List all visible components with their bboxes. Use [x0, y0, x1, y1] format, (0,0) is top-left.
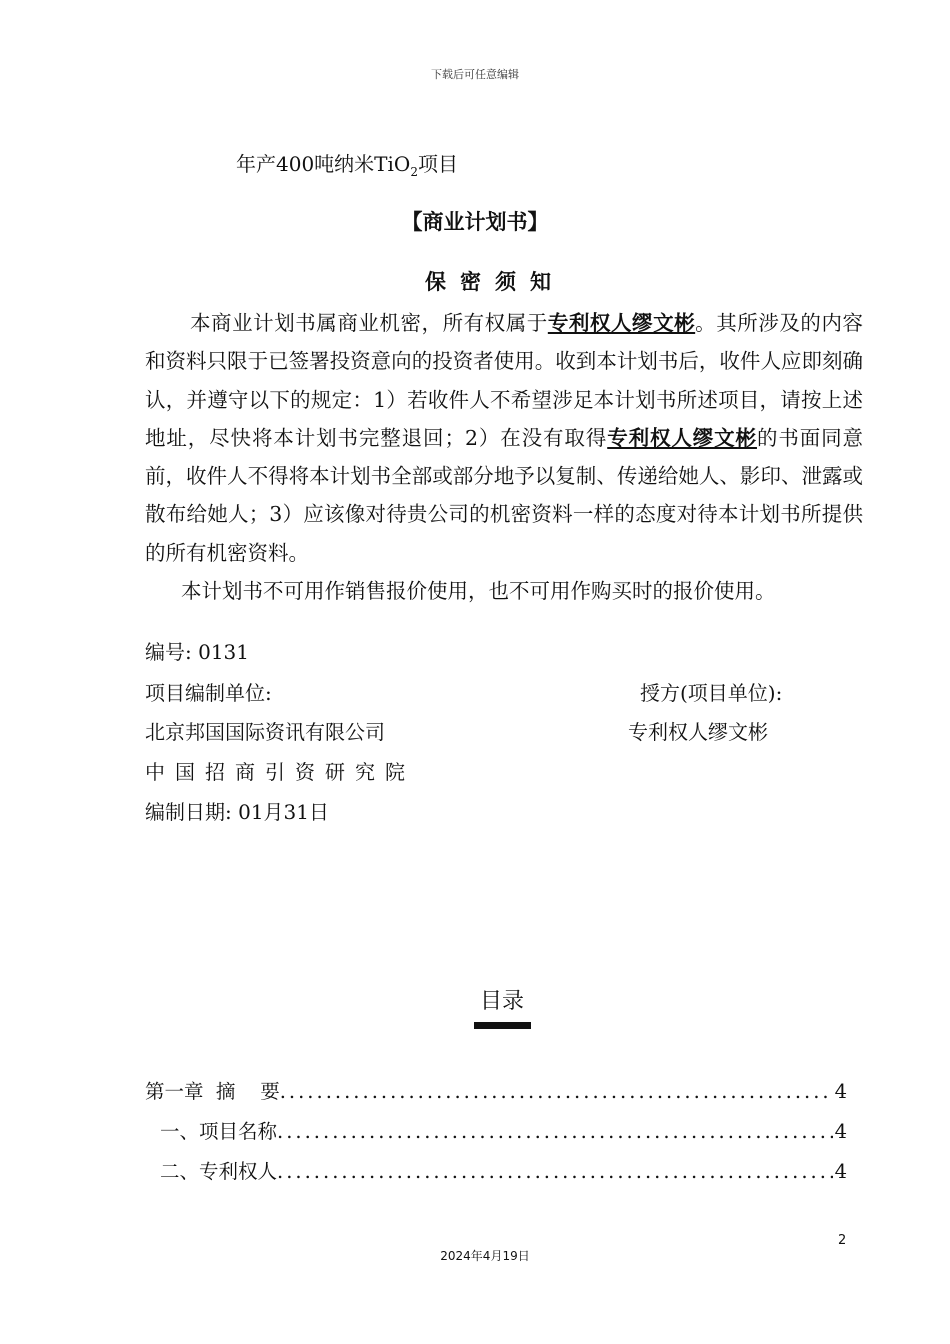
page-number: 2	[838, 1233, 847, 1248]
business-plan-heading: 【商业计划书】	[401, 210, 549, 234]
toc-entry-label: 二、专利权人	[160, 1160, 278, 1183]
compiler-institute: 中国招商引资研究院	[145, 760, 415, 784]
patent-owner-highlight: 专利权人缪文彬	[547, 311, 696, 335]
toc-title-bar	[474, 1022, 531, 1029]
toc-entry[interactable]	[160, 1116, 847, 1144]
grantee-label: 授方(项目单位):	[640, 681, 783, 705]
toc-title: 目录	[479, 989, 524, 1014]
toc-entry-label: 一、项目名称	[160, 1120, 278, 1143]
toc-leader-dots	[277, 1160, 833, 1183]
confidentiality-notice-body	[145, 304, 863, 610]
toc-leader-dots	[280, 1080, 833, 1103]
toc-entry[interactable]	[160, 1156, 847, 1184]
project-title-tail: 项目	[417, 152, 458, 176]
project-title-subscript: 2	[410, 165, 418, 179]
patent-owner-highlight: 专利权人缪文彬	[607, 425, 757, 450]
confidentiality-notice-title: 保密须知	[425, 270, 565, 294]
toc-entry-page: 4	[834, 1080, 847, 1103]
project-title-main: 年产400吨纳米TiO	[236, 152, 411, 176]
compile-date: 编制日期: 01月31日	[145, 800, 329, 824]
grantee-name: 专利权人缪文彬	[628, 720, 768, 744]
project-title	[236, 148, 458, 179]
notice-paragraph-1	[145, 304, 863, 572]
toc-entry[interactable]	[145, 1076, 847, 1104]
compiler-company: 北京邦国国际资讯有限公司	[145, 720, 385, 744]
toc-entry-page: 4	[834, 1160, 847, 1183]
toc-leader-dots	[277, 1120, 833, 1143]
page-footer-date: 2024年4月19日	[440, 1249, 530, 1263]
notice-paragraph-2: 本计划书不可用作销售报价使用，也不可用作购买时的报价使用。	[181, 579, 776, 604]
page-header: 下载后可任意编辑	[431, 68, 519, 81]
notice-text: 本商业计划书属商业机密，所有权属于	[190, 311, 548, 335]
document-number: 编号: 0131	[145, 640, 249, 664]
notice-text: 。其所涉及的内容和资料只限于已签署投资意向的投资者使用。收到本计划书后，收件人应即刻确认，并遵守以下的规定：1）若收件人不希望涉足本计划书所述项目，请按上述地址，尽快将本计划书完整退回；2）在没有取得	[145, 311, 864, 450]
compiler-label: 项目编制单位:	[145, 681, 272, 705]
toc-entry-label: 第一章 摘 要	[145, 1080, 280, 1103]
notice-text: 的书面同意前，收件人不得将本计划书全部或部分地予以复制、传递给她人、影印、泄露或散布给她人；3）应该像对待贵公司的机密资料一样的态度对待本计划书所提供的所有机密资料。	[145, 425, 864, 565]
toc-entry-page: 4	[834, 1120, 847, 1143]
